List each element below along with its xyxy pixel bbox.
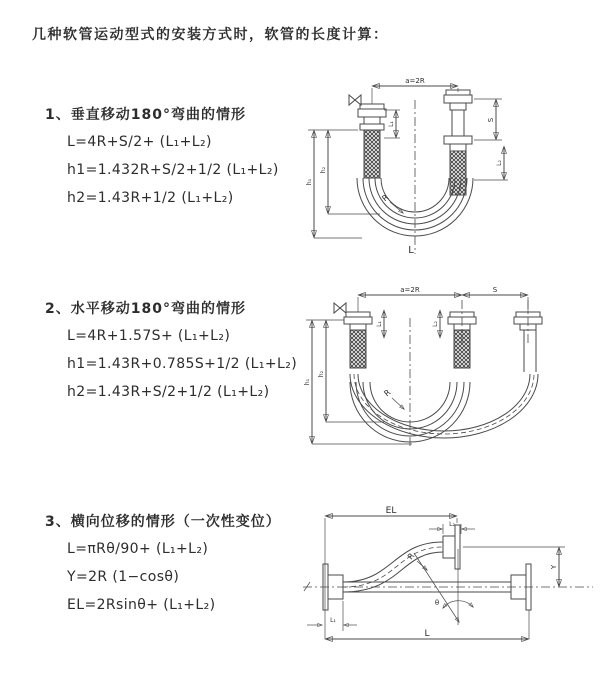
valve-icon	[334, 303, 346, 313]
dim-label-h2: h₂	[320, 166, 327, 174]
dimension-a-2r	[359, 286, 461, 295]
dimension-a-2r	[372, 77, 458, 104]
dim-label-s: S	[492, 286, 498, 294]
radius-label: R	[405, 551, 417, 562]
dimension-l2	[429, 521, 475, 534]
formula: Y=2R (1−cosθ)	[67, 569, 180, 585]
dim-label-a2r: a=2R	[405, 77, 425, 85]
formula: L=4R+S/2+ (L₁+L₂)	[67, 134, 212, 150]
section-1-heading: 1、垂直移动180°弯曲的情形	[45, 107, 246, 123]
page-title: 几种软管运动型式的安装方式时，软管的长度计算：	[32, 27, 389, 43]
angle-theta-label: θ	[434, 599, 440, 607]
dim-label-l2: L₂	[496, 160, 503, 166]
dim-label-l: L	[424, 629, 430, 639]
section-2-heading: 2、水平移动180°弯曲的情形	[45, 301, 246, 317]
axis-centerline	[303, 582, 593, 591]
formula: L=πRθ/90+ (L₁+L₂)	[67, 541, 209, 557]
formula: L=4R+1.57S+ (L₁+L₂)	[67, 328, 231, 344]
dimension-s-stroke	[474, 99, 502, 140]
dim-label-y: Y	[550, 564, 558, 570]
formula: EL=2Rsinθ+ (L₁+L₂)	[67, 597, 216, 613]
radius-label: R	[380, 192, 391, 204]
section-1	[45, 104, 279, 212]
dimension-l1	[307, 601, 357, 631]
dim-label-h1: h₁	[306, 178, 313, 186]
section-2-formulas	[45, 322, 297, 406]
dim-label-l2: L₂	[432, 321, 439, 327]
dimension-y	[463, 547, 565, 586]
left-hose-flange	[344, 312, 372, 368]
dim-label-s: S	[487, 117, 495, 123]
dimension-l2	[474, 147, 508, 180]
dim-label-h1: h₁	[304, 378, 311, 386]
formula: h1=1.432R+S/2+1/2 (L₁+L₂)	[67, 162, 279, 178]
dimension-s-stroke	[358, 286, 528, 312]
section-2	[45, 298, 297, 406]
radius-callout	[382, 388, 404, 409]
valve-icon	[349, 95, 361, 105]
section-3-heading: 3、横向位移的情形（一次性变位）	[45, 514, 281, 530]
formula: h2=1.43R+S/2+1/2 (L₁+L₂)	[67, 384, 270, 400]
upper-flange-displaced	[443, 525, 460, 569]
dim-label-a2r: a=2R	[400, 286, 420, 294]
length-label: L	[408, 245, 414, 256]
dim-label-l1: L₁	[388, 121, 395, 127]
diagram-horizontal-180-bend	[300, 282, 595, 452]
section-3	[45, 511, 281, 619]
formula: h1=1.43R+0.785S+1/2 (L₁+L₂)	[67, 356, 298, 372]
section-1-formulas	[45, 128, 279, 212]
formula: h2=1.43R+1/2 (L₁+L₂)	[67, 190, 234, 206]
radius-label: R	[382, 387, 393, 399]
diagram-vertical-180-bend	[300, 70, 592, 258]
dim-label-h2: h₂	[318, 370, 325, 378]
dimension-l	[326, 610, 529, 639]
dimension-l2	[432, 311, 440, 337]
radius-callout	[406, 551, 427, 570]
diagram-lateral-displacement	[297, 503, 597, 651]
dim-label-el: EL	[385, 506, 397, 516]
section-3-formulas	[45, 535, 281, 619]
dim-label-l1: L₁	[330, 617, 336, 624]
dimension-l1	[376, 311, 384, 337]
dim-label-l1: L₁	[376, 321, 383, 327]
curved-hose-displaced-position	[343, 542, 443, 592]
left-hose-flange	[358, 104, 386, 178]
right-hose-flange-two-positions	[444, 90, 472, 195]
dimension-el	[325, 506, 457, 639]
dimension-h1	[306, 130, 362, 238]
dim-label-l2: L₂	[449, 521, 455, 528]
